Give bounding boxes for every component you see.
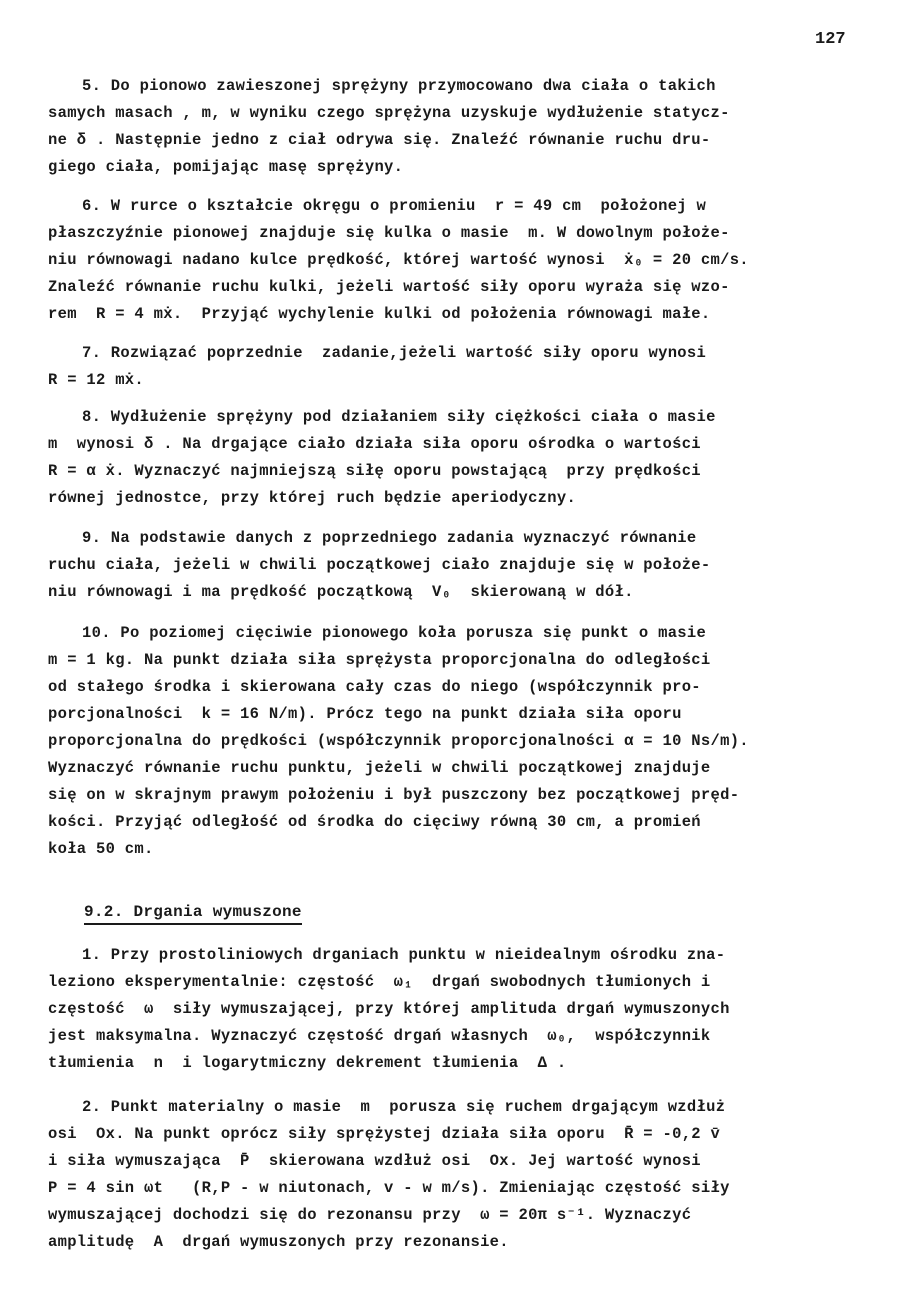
problem-5-line-3: ne δ . Następnie jedno z ciał odrywa się. Znaleźć równanie ruchu dru- — [48, 131, 711, 149]
problem-6-line-2: płaszczyźnie pionowej znajduje się kulka o masie m. W dowolnym położe- — [48, 224, 730, 242]
section-problem-1-line-3: częstość ω siły wymuszającej, przy której amplituda drgań wymuszonych — [48, 1000, 730, 1018]
problem-9-line-3: niu równowagi i ma prędkość początkową V₀ skierowaną w dół. — [48, 583, 634, 601]
problem-8-line-4: równej jednostce, przy której ruch będzie aperiodyczny. — [48, 489, 577, 507]
problem-10-line-3: od stałego środka i skierowana cały czas do niego (współczynnik pro- — [48, 678, 701, 696]
problem-9-line-2: ruchu ciała, jeżeli w chwili początkowej ciało znajduje się w położe- — [48, 556, 711, 574]
problem-10-line-4: porcjonalności k = 16 N/m). Prócz tego na punkt działa siła oporu — [48, 705, 682, 723]
section-problem-2-line-2: osi Ox. Na punkt oprócz siły sprężystej działa siła oporu R̄ = -0,2 v̄ — [48, 1125, 721, 1143]
section-problem-2-line-6: amplitudę A drgań wymuszonych przy rezonansie. — [48, 1233, 509, 1251]
problem-10-line-6: Wyznaczyć równanie ruchu punktu, jeżeli w chwili początkowej znajduje — [48, 759, 711, 777]
problem-7-line-2: R = 12 mẋ. — [48, 371, 145, 389]
problem-6-line-4: Znaleźć równanie ruchu kulki, jeżeli wartość siły oporu wyraża się wzo- — [48, 278, 730, 296]
section-heading: 9.2. Drgania wymuszone — [84, 903, 302, 925]
problem-10-line-9: koła 50 cm. — [48, 840, 154, 858]
problem-9-line-1: 9. Na podstawie danych z poprzedniego zadania wyznaczyć równanie — [82, 529, 697, 547]
problem-6-line-5: rem R = 4 mẋ. Przyjąć wychylenie kulki od położenia równowagi małe. — [48, 305, 711, 323]
section-problem-1-line-1: 1. Przy prostoliniowych drganiach punktu w nieidealnym ośrodku zna- — [82, 946, 726, 964]
problem-8-line-1: 8. Wydłużenie sprężyny pod działaniem siły ciężkości ciała o masie — [82, 408, 716, 426]
problem-10-line-8: kości. Przyjąć odległość od środka do cięciwy równą 30 cm, a promień — [48, 813, 701, 831]
section-problem-2-line-1: 2. Punkt materialny o masie m porusza się ruchem drgającym wzdłuż — [82, 1098, 726, 1116]
problem-5-line-4: giego ciała, pomijając masę sprężyny. — [48, 158, 404, 176]
problem-8-line-2: m wynosi δ . Na drgające ciało działa siła oporu ośrodka o wartości — [48, 435, 701, 453]
problem-6-line-3: niu równowagi nadano kulce prędkość, której wartość wynosi ẋ₀ = 20 cm/s. — [48, 251, 749, 269]
problem-5-line-2: samych masach , m, w wyniku czego sprężyna uzyskuje wydłużenie statycz- — [48, 104, 730, 122]
problem-5-line-1: 5. Do pionowo zawieszonej sprężyny przymocowano dwa ciała o takich — [82, 77, 716, 95]
problem-6-line-1: 6. W rurce o kształcie okręgu o promieniu r = 49 cm położonej w — [82, 197, 707, 215]
section-problem-1-line-2: leziono eksperymentalnie: częstość ω₁ drgań swobodnych tłumionych i — [48, 973, 711, 991]
section-problem-2-line-3: i siła wymuszająca P̄ skierowana wzdłuż osi Ox. Jej wartość wynosi — [48, 1152, 701, 1170]
problem-10-line-5: proporcjonalna do prędkości (współczynnik proporcjonalności α = 10 Ns/m). — [48, 732, 749, 750]
problem-10-line-1: 10. Po poziomej cięciwie pionowego koła porusza się punkt o masie — [82, 624, 707, 642]
problem-10-line-2: m = 1 kg. Na punkt działa siła sprężysta proporcjonalna do odległości — [48, 651, 711, 669]
problem-7-line-1: 7. Rozwiązać poprzednie zadanie,jeżeli wartość siły oporu wynosi — [82, 344, 707, 362]
problem-10-line-7: się on w skrajnym prawym położeniu i był puszczony bez początkowej pręd- — [48, 786, 740, 804]
page-number: 127 — [815, 30, 846, 49]
section-problem-2-line-5: wymuszającej dochodzi się do rezonansu przy ω = 20π s⁻¹. Wyznaczyć — [48, 1206, 692, 1224]
section-problem-1-line-4: jest maksymalna. Wyznaczyć częstość drgań własnych ω₀, współczynnik — [48, 1027, 711, 1045]
section-problem-1-line-5: tłumienia n i logarytmiczny dekrement tłumienia Δ . — [48, 1054, 567, 1072]
problem-8-line-3: R = α ẋ. Wyznaczyć najmniejszą siłę oporu powstającą przy prędkości — [48, 462, 701, 480]
section-problem-2-line-4: P = 4 sin ωt (R,P - w niutonach, v - w m/s). Zmieniając częstość siły — [48, 1179, 730, 1197]
